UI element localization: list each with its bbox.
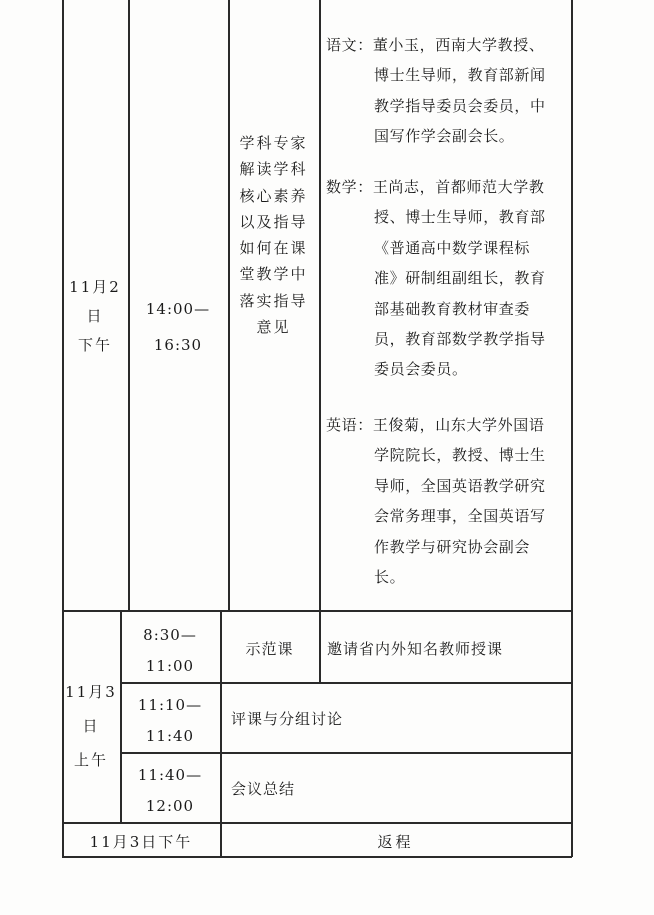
expert-entry-math: 数学：王尚志，首都师范大学教 授、博士生导师，教育部 《普通高中数学课程标 准》研制组副组长，教育 部基础教育教材审查委 员，教育部数学教学指导 委员会委员。 (326, 178, 546, 379)
time-cell: 14:00— 16:30 (145, 300, 211, 354)
topic-cell: 学科专家 解读学科 核心素养 以及指导 如何在课 堂教学中 落实指导 意见 (239, 134, 308, 337)
activity-label: 返程 (377, 833, 414, 851)
expert-entry-chinese: 语文：董小玉，西南大学教授、 博士生导师，教育部新闻 教学指导委员会委员，中 国写作学会副会长。 (326, 36, 546, 146)
time-cell: 11:10— 11:40 (137, 696, 203, 745)
table-border-bottom (62, 856, 572, 858)
activity-label: 示范课 (245, 640, 294, 658)
activity-detail: 邀请省内外知名教师授课 (327, 640, 504, 658)
activity-label: 评课与分组讨论 (231, 710, 344, 728)
row-divider (62, 822, 572, 824)
subject-label: 语文： (326, 36, 373, 54)
col-divider-topic (319, 0, 321, 682)
row-divider (62, 610, 572, 612)
time-cell: 11:40— 12:00 (137, 766, 203, 815)
subject-label: 英语： (326, 416, 373, 434)
activity-label: 会议总结 (231, 780, 296, 798)
date-cell: 11月3 日 上午 (65, 683, 117, 769)
row-divider (120, 752, 572, 754)
subject-label: 数学： (326, 178, 373, 196)
row-divider (120, 682, 572, 684)
date-cell: 11月2 日 下午 (69, 278, 121, 354)
date-cell: 11月3日下午 (89, 833, 193, 851)
expert-entry-english: 英语：王俊菊，山东大学外国语 学院院长，教授、博士生 导师，全国英语教学研究 会常务理事，全国英语写 作教学与研究协会副会 长。 (326, 416, 546, 587)
time-cell: 8:30— 11:00 (143, 626, 197, 675)
